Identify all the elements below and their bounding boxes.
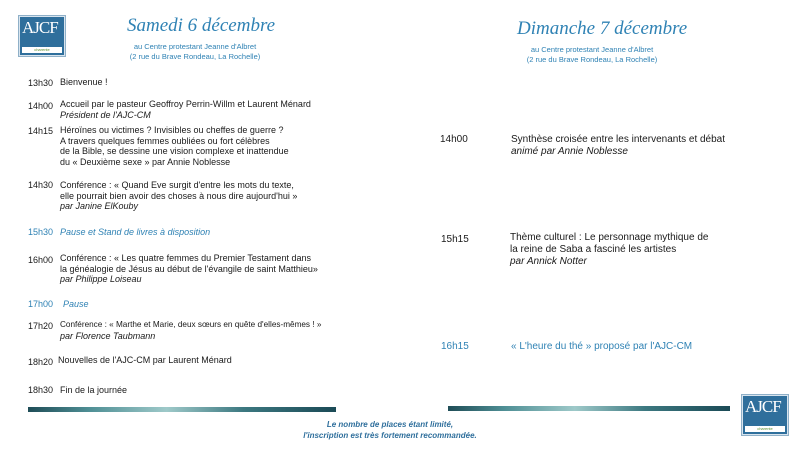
- day1-title: Samedi 6 décembre: [127, 15, 276, 36]
- schedule-entry: « L'heure du thé » proposé par l'AJC-CM: [511, 341, 693, 352]
- schedule-entry: Fin de la journée: [60, 385, 128, 395]
- decorative-band-left: [28, 407, 336, 412]
- notice-line1: Le nombre de places étant limité,: [326, 420, 454, 429]
- registration-notice: [240, 419, 540, 441]
- schedule-entry: Thème culturel : Le personnage mythique de la reine de Saba a fasciné les artistes par Annick Notter: [510, 232, 709, 267]
- schedule-entry: Bienvenue !: [60, 77, 108, 87]
- schedule-time: 14h00: [440, 134, 468, 145]
- day2-venue: [512, 45, 672, 65]
- schedule-time: 18h30: [28, 385, 54, 395]
- logo-letters: AJCF: [745, 397, 781, 416]
- schedule-time: 15h15: [441, 234, 469, 245]
- schedule-entry: Héroïnes ou victimes ? Invisibles ou cheffes de guerre ? A travers quelques femmes oubliées ou fort célèbres de la Bible, se dessine une vision complexe et inattendue du « Deuxième sexe » par Annie Noblesse: [60, 125, 289, 167]
- schedule-entry: Nouvelles de l'AJC-CM par Laurent Ménard: [58, 355, 232, 365]
- schedule-entry: Conférence : « Marthe et Marie, deux sœurs en quête d'elles-mêmes ! » par Florence Taubmann: [60, 320, 322, 341]
- logo-subtitle: charente: [745, 426, 785, 432]
- schedule-time: 14h15: [28, 126, 54, 136]
- logo-subtitle: charente: [22, 47, 62, 53]
- notice-line2: l'inscription est très fortement recommandée.: [303, 431, 477, 440]
- day2-venue-line1: au Centre protestant Jeanne d'Albret: [530, 45, 654, 54]
- ajcf-logo-footer: [741, 394, 789, 436]
- schedule-entry: Pause: [63, 299, 89, 309]
- schedule-time: 16h00: [28, 255, 54, 265]
- schedule-entry: Pause et Stand de livres à disposition: [60, 227, 211, 237]
- schedule-time: 17h00: [28, 299, 54, 309]
- day1-venue-line1: au Centre protestant Jeanne d'Albret: [133, 42, 257, 51]
- day1-venue: [115, 42, 275, 62]
- day2-venue-line2: (2 rue du Brave Rondeau, La Rochelle): [526, 55, 658, 64]
- schedule-entry: Conférence : « Les quatre femmes du Premier Testament dans la généalogie de Jésus au début de l'évangile de saint Matthieu» par Philippe Loiseau: [60, 253, 318, 284]
- schedule-time: 13h30: [28, 78, 54, 88]
- schedule-time: 18h20: [28, 357, 54, 367]
- schedule-time: 14h00: [28, 101, 54, 111]
- schedule-time: 14h30: [28, 180, 54, 190]
- ajcf-logo: [18, 15, 66, 57]
- schedule-entry: Synthèse croisée entre les intervenants et débat animé par Annie Noblesse: [511, 134, 726, 157]
- schedule-time: 16h15: [441, 341, 469, 352]
- day1-venue-line2: (2 rue du Brave Rondeau, La Rochelle): [129, 52, 261, 61]
- schedule-time: 15h30: [28, 227, 54, 237]
- day2-title: Dimanche 7 décembre: [517, 18, 688, 39]
- schedule-entry: Accueil par le pasteur Geoffroy Perrin-Willm et Laurent Ménard Président de l'AJC-CM: [60, 99, 311, 120]
- schedule-entry: Conférence : « Quand Eve surgit d'entre les mots du texte, elle pourrait bien avoir des choses à nous dire aujourd'hui » par Janine ElKouby: [60, 180, 298, 211]
- schedule-time: 17h20: [28, 321, 54, 331]
- decorative-band-right: [448, 406, 730, 411]
- logo-letters: AJCF: [22, 18, 58, 37]
